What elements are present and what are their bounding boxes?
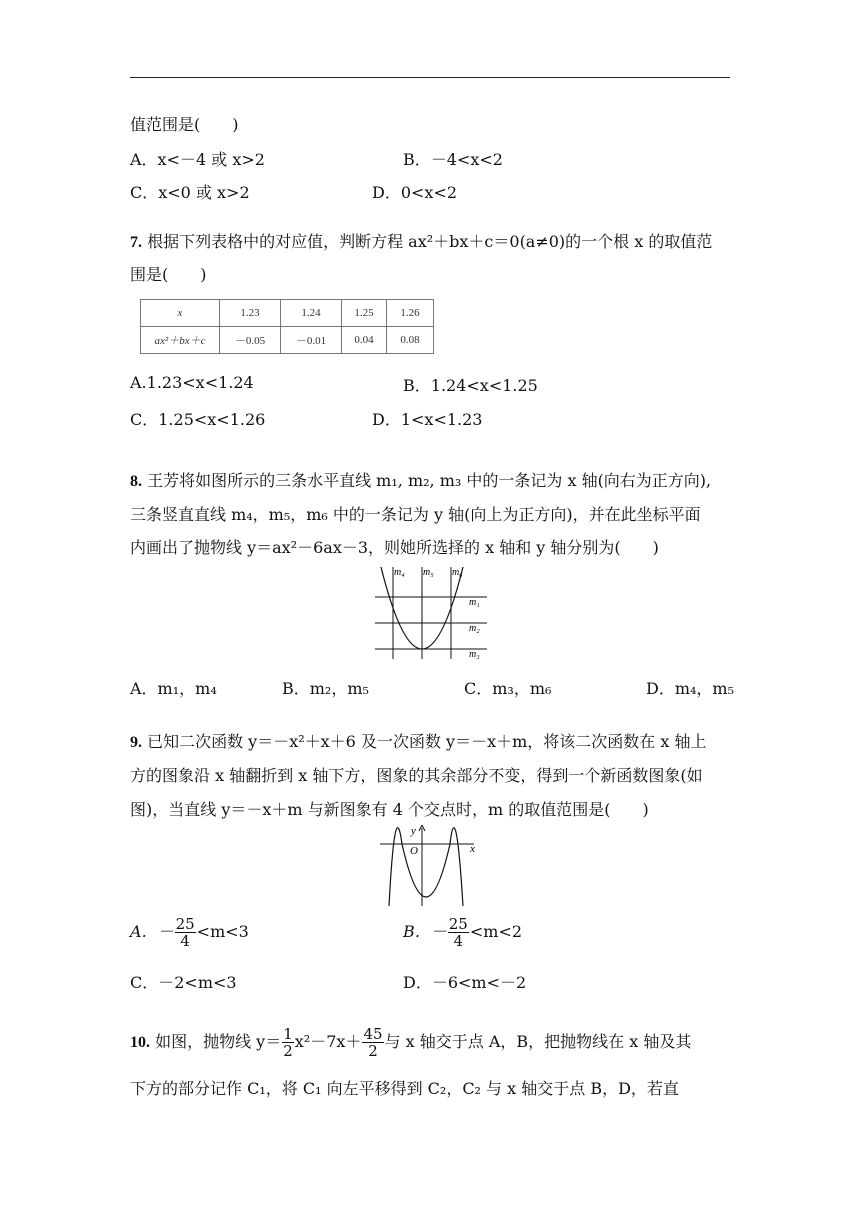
q7-option-d[interactable]: D．1<x<1.23 [372, 410, 483, 429]
fraction-numerator: 45 [363, 1025, 383, 1043]
label-m4: m₄ [394, 567, 405, 578]
fraction-numerator: 25 [175, 915, 195, 933]
label-y: y [411, 825, 416, 837]
fraction-denominator: 2 [283, 1042, 293, 1060]
q10-stem-suffix: 与 x 轴交于点 A，B，把抛物线在 x 轴及其 [384, 1032, 692, 1051]
table-cell: 0.08 [387, 327, 434, 354]
q9-folded-parabola-figure [376, 822, 486, 910]
q7-option-a[interactable]: A.1.23<x<1.24 [130, 373, 254, 392]
fraction [448, 916, 469, 949]
q6-option-a[interactable]: A．x<－4 或 x>2 [130, 150, 265, 169]
q6-option-b[interactable]: B．－4<x<2 [403, 150, 503, 169]
q10-stem-line2: 下方的部分记作 C₁，将 C₁ 向左平移得到 C₂，C₂ 与 x 轴交于点 B，D，若直 [130, 1079, 679, 1098]
table-header-x: x [141, 300, 220, 327]
q7-option-c[interactable]: C．1.25<x<1.26 [130, 410, 266, 429]
q6-option-c[interactable]: C．x<0 或 x>2 [130, 183, 250, 202]
q9-number: 9. [130, 734, 142, 751]
table-cell: 0.04 [342, 327, 387, 354]
label-m3: m₃ [469, 649, 480, 660]
fraction-denominator: 4 [180, 932, 190, 950]
q7-value-table [140, 299, 434, 354]
label-x: x [470, 843, 475, 855]
q7-number: 7. [130, 234, 142, 251]
q8-option-c[interactable]: C．m₃，m₆ [464, 679, 552, 698]
q9-option-a-suffix: <m<3 [196, 922, 249, 941]
table-cell: 1.25 [342, 300, 387, 327]
table-cell: 1.26 [387, 300, 434, 327]
q9-option-a-prefix: A．－ [130, 922, 174, 941]
q8-grid-parabola-figure [365, 563, 495, 663]
fraction [282, 1026, 294, 1059]
q9-stem-line2: 方的图象沿 x 轴翻折到 x 轴下方，图象的其余部分不变，得到一个新函数图象(如 [130, 766, 703, 785]
fraction [175, 916, 196, 949]
label-m5: m₅ [423, 567, 434, 578]
fraction-denominator: 4 [453, 932, 464, 950]
fraction-numerator: 1 [283, 1025, 293, 1043]
q9-option-a[interactable] [130, 916, 249, 949]
table-header-expression: ax²＋bx＋c [141, 327, 220, 354]
table-cell: －0.01 [281, 327, 342, 354]
header-rule [130, 77, 730, 78]
q8-number: 8. [130, 473, 142, 490]
q9-stem-line1 [130, 729, 706, 752]
q9-stem-line3: 图)，当直线 y＝－x＋m 与新图象有 4 个交点时，m 的取值范围是( ) [130, 800, 649, 819]
label-origin: O [410, 845, 418, 857]
table-row [141, 300, 434, 327]
q8-option-d[interactable]: D．m₄，m₅ [646, 679, 735, 698]
table-cell: 1.24 [281, 300, 342, 327]
q8-option-b[interactable]: B．m₂，m₅ [282, 679, 369, 698]
fraction [362, 1026, 383, 1059]
q7-stem-text: 根据下列表格中的对应值，判断方程 ax²＋bx＋c＝0(a≠0)的一个根 x 的取值范 [147, 232, 713, 251]
q6-stem-continued: 值范围是( ) [130, 115, 239, 134]
q8-stem-text: 王芳将如图所示的三条水平直线 m₁, m₂, m₃ 中的一条记为 x 轴(向右为正方向), [147, 471, 712, 490]
q9-option-b[interactable] [403, 916, 522, 949]
q10-number: 10. [130, 1034, 150, 1051]
label-m6: m₆ [452, 567, 463, 578]
q8-stem-line2: 三条竖直直线 m₄，m₅，m₆ 中的一条记为 y 轴(向上为正方向)，并在此坐标平面 [130, 505, 701, 524]
q10-stem-prefix: 如图，抛物线 y＝ [155, 1032, 282, 1051]
fraction-denominator: 2 [368, 1042, 378, 1060]
q8-stem-line3: 内画出了抛物线 y＝ax²－6ax－3，则她所选择的 x 轴和 y 轴分别为( ) [130, 538, 659, 557]
q7-option-b[interactable]: B．1.24<x<1.25 [403, 376, 538, 395]
label-m2: m₂ [469, 623, 480, 634]
q10-stem-middle: x²－7x＋ [294, 1032, 362, 1051]
q8-stem-line1 [130, 468, 711, 491]
q9-option-d[interactable]: D．－6<m<－2 [403, 973, 527, 992]
label-m1: m₁ [469, 597, 480, 608]
q9-option-c[interactable]: C．－2<m<3 [130, 973, 237, 992]
table-cell: －0.05 [220, 327, 281, 354]
table-cell: 1.23 [220, 300, 281, 327]
right-branch-curve [450, 828, 463, 906]
q7-stem-line2: 围是( ) [130, 265, 207, 284]
q9-option-b-suffix: <m<2 [469, 922, 523, 941]
q9-stem-text: 已知二次函数 y＝－x²＋x＋6 及一次函数 y＝－x＋m，将该二次函数在 x 轴上 [147, 732, 707, 751]
q7-stem-line1 [130, 229, 712, 252]
q6-option-d[interactable]: D．0<x<2 [372, 183, 458, 202]
table-row [141, 327, 434, 354]
q8-option-a[interactable]: A．m₁，m₄ [130, 679, 217, 698]
q10-stem-line1 [130, 1026, 691, 1059]
q9-option-b-prefix: B．－ [403, 922, 447, 941]
fraction-numerator: 25 [448, 915, 468, 933]
left-branch-curve [389, 828, 402, 906]
